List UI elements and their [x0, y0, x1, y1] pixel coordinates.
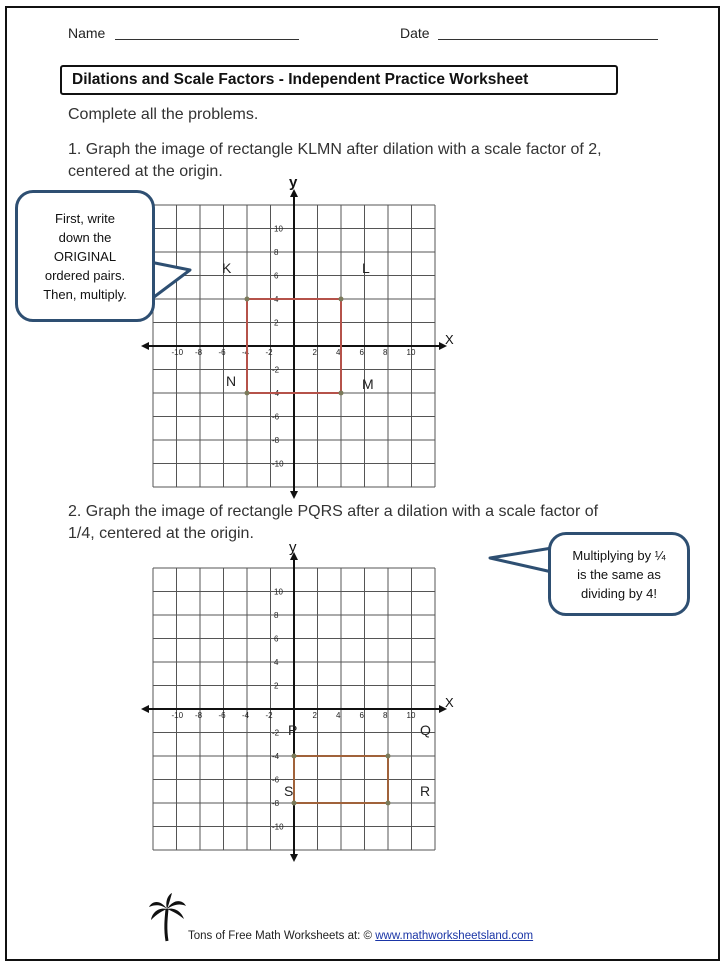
x-tick-label: -4 [242, 711, 250, 720]
vertex-label: K [222, 260, 232, 276]
vertex-point [292, 754, 297, 759]
vertex-label: L [362, 260, 370, 276]
x-tick-label: 10 [406, 348, 416, 357]
y-tick-label: 8 [274, 248, 279, 257]
x-tick-label: 8 [383, 711, 388, 720]
palm-tree-icon [148, 893, 188, 943]
callout1-line: ordered pairs. [44, 267, 126, 283]
y-tick-label: 10 [274, 224, 283, 234]
y-tick-label: -6 [272, 412, 280, 422]
y-tick-label: -6 [272, 775, 280, 785]
footer-text: Tons of Free Math Worksheets at: © [188, 930, 373, 942]
callout2-tail [490, 548, 552, 572]
y-axis-arrow-down [290, 491, 298, 499]
x-tick-label: -2 [265, 711, 273, 720]
footer-link[interactable]: www.mathworksheetsland.com [375, 930, 534, 942]
x-tick-label: 6 [359, 348, 364, 357]
vertex-label: P [288, 722, 298, 738]
x-axis-label: X [445, 332, 454, 347]
vertex-point [339, 391, 344, 396]
x-axis-label: X [445, 695, 454, 710]
y-tick-label: 4 [274, 658, 279, 667]
y-tick-label: 10 [274, 587, 283, 597]
y-tick-label: -8 [272, 436, 280, 445]
date-label: Date [400, 25, 430, 41]
callout1-line: First, write [55, 210, 115, 226]
x-tick-label: -4 [242, 348, 250, 357]
vertex-label: Q [420, 722, 431, 738]
callout2-line: is the same as [577, 566, 661, 582]
x-tick-label: -2 [265, 348, 273, 357]
worksheet-title: Dilations and Scale Factors - Independent Practice Worksheet [72, 71, 529, 88]
vertex-label: S [284, 783, 294, 799]
y-tick-label: 8 [274, 611, 279, 620]
y-axis-label: y [289, 174, 298, 191]
y-tick-label: -2 [272, 728, 280, 738]
vertex-label: M [362, 376, 374, 392]
x-tick-label: -10 [171, 348, 184, 357]
callout1-tail [150, 262, 190, 300]
callout1-line: Then, multiply. [43, 286, 127, 302]
y-tick-label: -4 [272, 752, 280, 761]
y-tick-label: -4 [272, 389, 280, 398]
vertex-point [386, 801, 391, 806]
x-axis-arrow-left [141, 342, 149, 350]
graph1 [141, 174, 454, 499]
callout2-line: dividing by 4! [581, 585, 657, 601]
x-tick-label: 10 [406, 711, 416, 720]
y-tick-label: 6 [274, 271, 279, 281]
y-tick-label: 4 [274, 295, 279, 304]
x-tick-label: -6 [218, 711, 226, 720]
x-tick-label: -8 [195, 711, 203, 720]
callout1 [15, 190, 155, 322]
footer [188, 930, 533, 942]
vertex-point [292, 801, 297, 806]
x-axis-arrow-left [141, 705, 149, 713]
vertex-point [245, 391, 250, 396]
y-tick-label: 2 [274, 318, 279, 328]
y-tick-label: -2 [272, 365, 280, 375]
vertex-point [339, 297, 344, 302]
callout1-line: down the [58, 229, 112, 245]
y-tick-label: -10 [272, 459, 284, 469]
y-axis-arrow-down [290, 854, 298, 862]
problem2-text-line2: 1/4, centered at the origin. [68, 525, 254, 542]
vertex-point [386, 754, 391, 759]
problem2-text-line1: 2. Graph the image of rectangle PQRS after a dilation with a scale factor of [68, 503, 599, 520]
x-tick-label: 4 [336, 348, 341, 357]
vertex-label: N [226, 373, 237, 389]
x-tick-label: 8 [383, 348, 388, 357]
callout1-line: ORIGINAL [53, 248, 117, 264]
x-tick-label: -6 [218, 348, 226, 357]
instructions: Complete all the problems. [68, 106, 259, 123]
graph2 [141, 539, 454, 862]
x-tick-label: -8 [195, 348, 203, 357]
x-tick-label: 4 [336, 711, 341, 720]
problem1-text-line2: centered at the origin. [68, 163, 223, 180]
vertex-label: R [420, 783, 431, 799]
x-tick-label: 6 [359, 711, 364, 720]
y-tick-label: -10 [272, 822, 284, 832]
problem1-text-line1: 1. Graph the image of rectangle KLMN after dilation with a scale factor of 2, [68, 141, 602, 158]
y-tick-label: 6 [274, 634, 279, 644]
y-tick-label: 2 [274, 681, 279, 691]
y-tick-label: -8 [272, 799, 280, 808]
x-tick-label: -10 [171, 711, 184, 720]
y-axis-label: y [289, 539, 297, 556]
callout2 [548, 532, 690, 616]
x-tick-label: 2 [312, 711, 317, 720]
callout2-line: Multiplying by ¼ [572, 547, 666, 563]
vertex-point [245, 297, 250, 302]
name-label: Name [68, 25, 106, 41]
x-tick-label: 2 [312, 348, 317, 357]
